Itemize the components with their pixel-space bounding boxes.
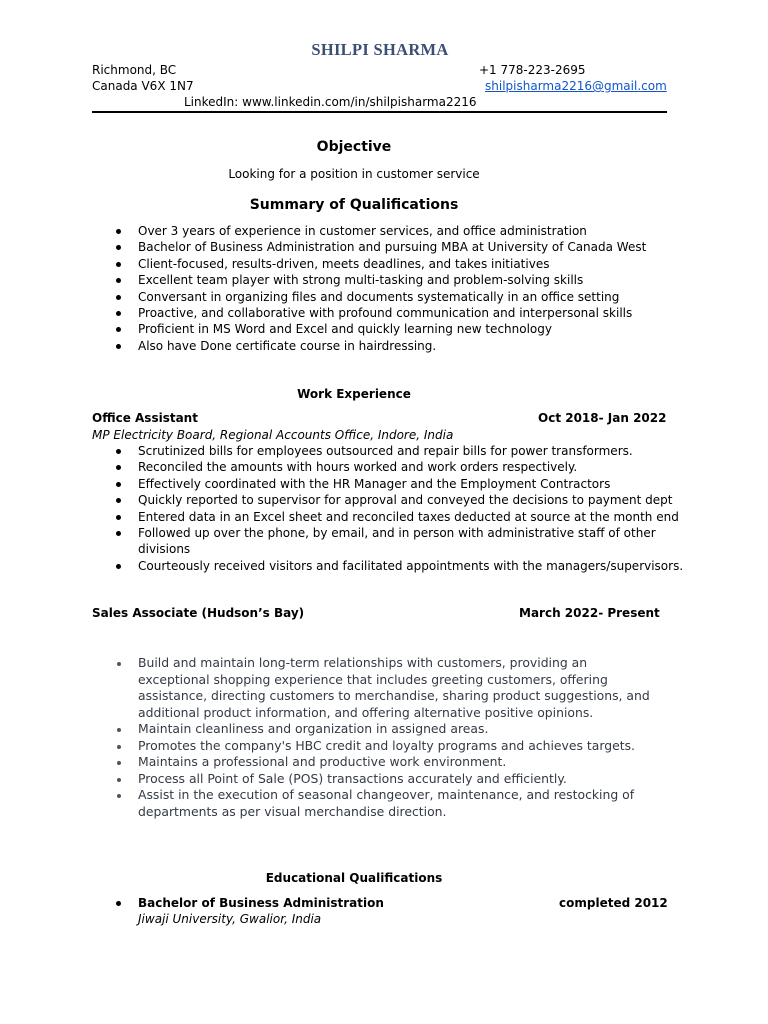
summary-heading: Summary of Qualifications [249,197,459,213]
list-item: Maintain cleanliness and organization in assigned areas. [92,721,658,738]
list-item: Effectively coordinated with the HR Manager and the Employment Contractors [92,476,683,492]
list-item: Entered data in an Excel sheet and reconciled taxes deducted at source at the month end [92,509,683,525]
list-item: Proficient in MS Word and Excel and quickly learning new technology [92,321,646,337]
job-dates-sales-associate: March 2022- Present [519,606,660,620]
job-title-sales-associate: Sales Associate (Hudson’s Bay) [92,606,305,620]
list-item: Also have Done certificate course in hairdressing. [92,338,646,354]
list-item: Scrutinized bills for employees outsourced and repair bills for power transformers. [92,443,683,459]
list-item: Reconciled the amounts with hours worked and work orders respectively. [92,459,683,475]
job-title-office-assistant: Office Assistant [92,411,198,425]
list-item: Quickly reported to supervisor for approval and conveyed the decisions to payment dept [92,492,683,508]
summary-list [92,223,646,354]
objective-text: Looking for a position in customer service [228,167,480,181]
resume-name: SHILPI SHARMA [311,40,449,59]
list-item: Proactive, and collaborative with profound communication and interpersonal skills [92,305,646,321]
list-item: Excellent team player with strong multi-tasking and problem-solving skills [92,272,646,288]
list-item: Bachelor of Business Administration and pursuing MBA at University of Canada West [92,239,646,255]
list-item: Promotes the company's HBC credit and loyalty programs and achieves targets. [92,738,658,755]
objective-heading: Objective [316,139,392,155]
list-item: Client-focused, results-driven, meets deadlines, and takes initiatives [92,256,646,272]
education-status: completed 2012 [559,896,668,910]
list-item: Maintains a professional and productive work environment. [92,754,658,771]
education-heading: Educational Qualifications [265,871,443,885]
sales-associate-duties [92,655,658,820]
list-item: Courteously received visitors and facilitated appointments with the managers/supervisors. [92,558,683,574]
office-assistant-duties [92,443,683,574]
job-dates-office-assistant: Oct 2018- Jan 2022 [538,411,667,425]
email-link[interactable]: shilpisharma2216@gmail.com [485,79,667,93]
education-school: Jiwaji University, Gwalior, India [138,912,322,926]
list-item: Over 3 years of experience in customer services, and office administration [92,223,646,239]
list-item: Followed up over the phone, by email, and in person with administrative staff of other divisions [92,525,658,558]
list-item: Conversant in organizing files and documents systematically in an office setting [92,289,646,305]
address-city: Richmond, BC [92,63,177,77]
phone-number: +1 778-223-2695 [479,63,586,77]
education-degree: Bachelor of Business Administration [92,895,384,911]
job-org-office-assistant: MP Electricity Board, Regional Accounts Office, Indore, India [92,428,454,442]
address-postal: Canada V6X 1N7 [92,79,194,93]
list-item: Build and maintain long-term relationships with customers, providing an exceptional shopping experience that includes greeting customers, offering assistance, directing customers to merchandise, sharing product suggestions, and additional product information, and offering alternative positive opinions. [92,655,658,721]
work-heading: Work Experience [297,387,411,401]
list-item: Process all Point of Sale (POS) transactions accurately and efficiently. [92,771,658,788]
linkedin-line: LinkedIn: www.linkedin.com/in/shilpisharma2216 [184,95,477,109]
header-divider [92,111,667,113]
education-list [92,895,384,911]
list-item: Assist in the execution of seasonal changeover, maintenance, and restocking of departments as per visual merchandise direction. [92,787,658,820]
